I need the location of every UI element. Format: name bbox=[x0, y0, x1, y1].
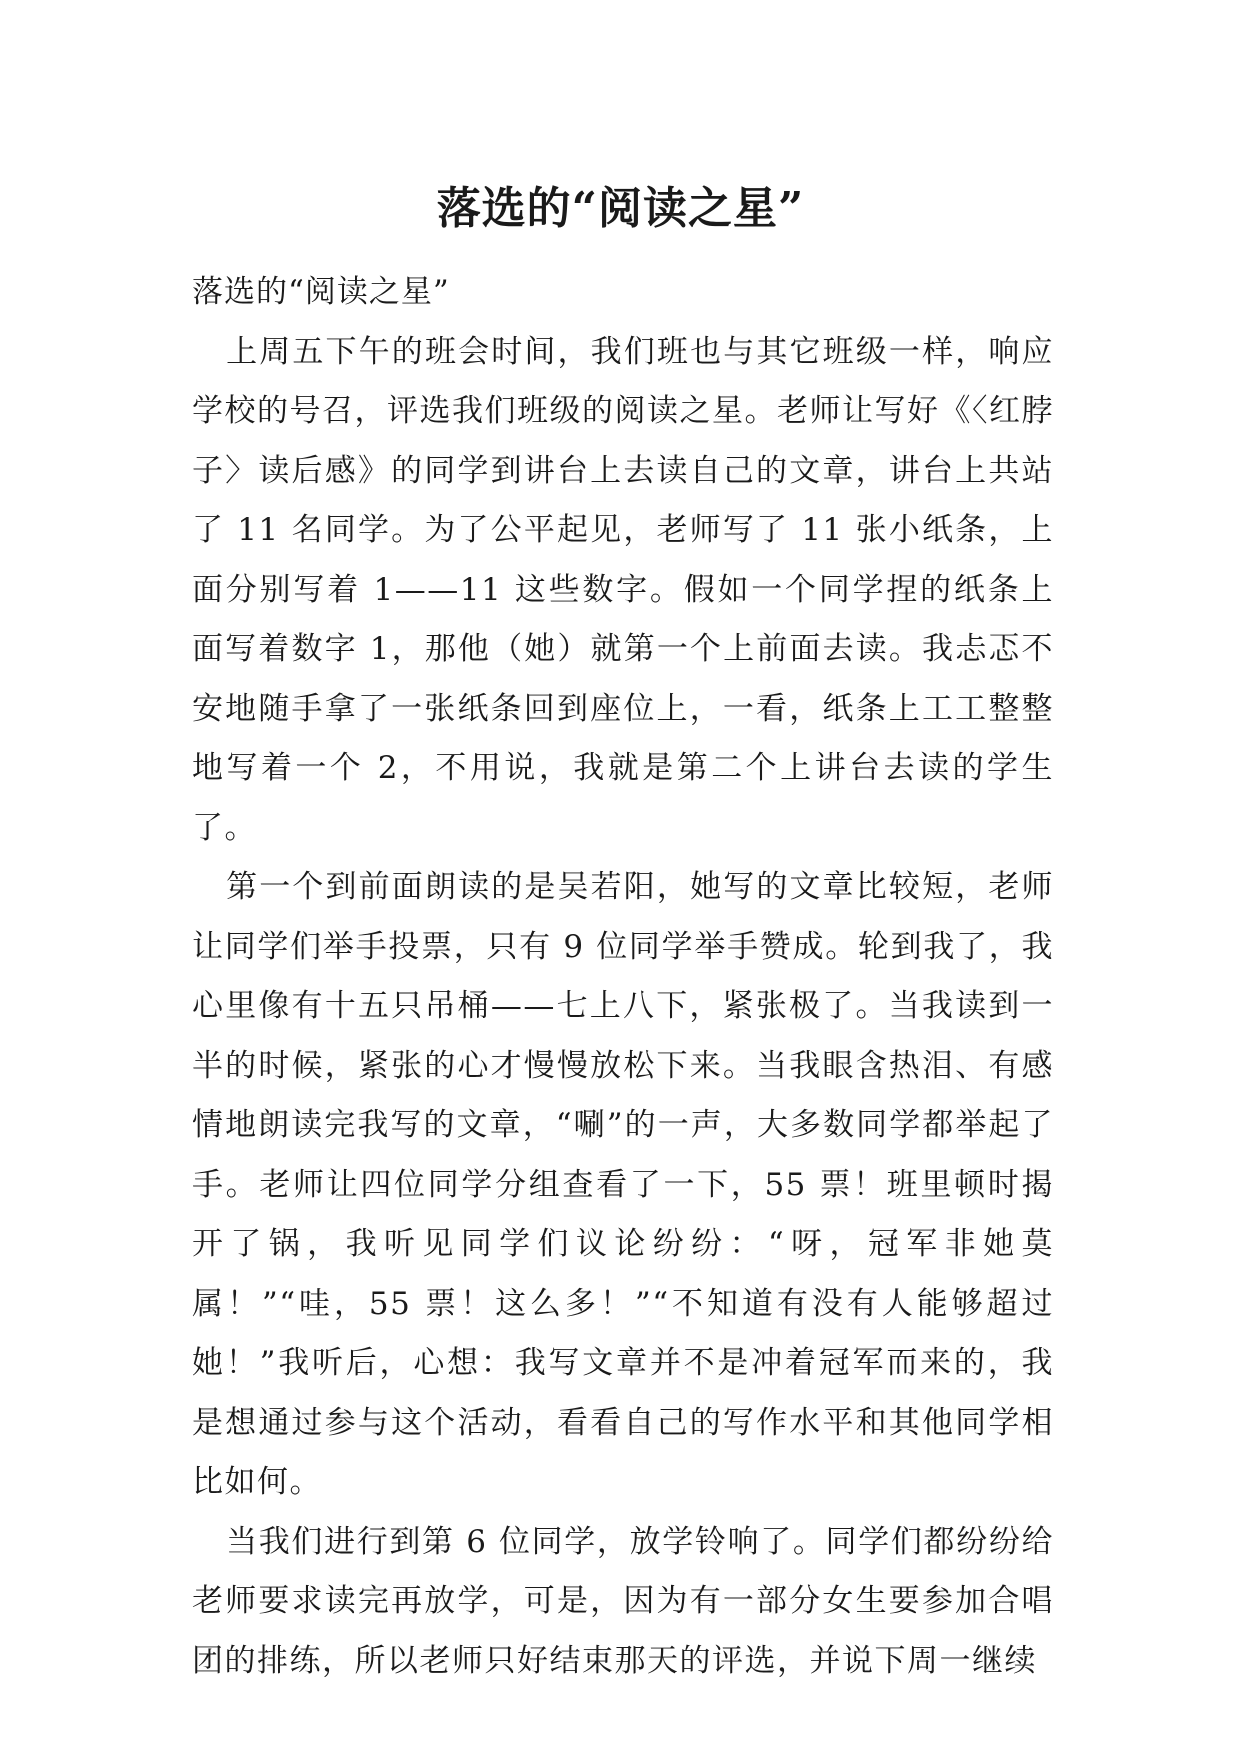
document-title: 落选的“阅读之星” bbox=[436, 183, 805, 235]
paragraph-1: 上周五下午的班会时间，我们班也与其它班级一样，响应学校的号召，评选我们班级的阅读之星。老师让写好《〈红脖子〉读后感》的同学到讲台上去读自己的文章，讲台上共站了 11 名同学。为了公平起见，老师写了 11 张小纸条，上面分别写着 1——11 这些数字。假如一个同学捏的纸条上面写着数字 1，那他（她）就第一个上前面去读。我忐忑不安地随手拿了一张纸条回到座位上，一看，纸条上工工整整地写着一个 2，不用说，我就是第二个上讲台去读的学生了。 bbox=[192, 333, 1054, 846]
paragraph-3: 当我们进行到第 6 位同学，放学铃响了。同学们都纷纷给老师要求读完再放学，可是，因为有一部分女生要参加合唱团的排练，所以老师只好结束那天的评选，并说下周一继续 bbox=[192, 1523, 1054, 1679]
document-subtitle: 落选的“阅读之星” bbox=[192, 274, 450, 310]
document-body bbox=[192, 263, 1054, 1691]
paragraph-2: 第一个到前面朗读的是吴若阳，她写的文章比较短，老师让同学们举手投票，只有 9 位同学举手赞成。轮到我了，我心里像有十五只吊桶——七上八下，紧张极了。当我读到一半的时候，紧张的心才慢慢放松下来。当我眼含热泪、有感情地朗读完我写的文章，“唰”的一声，大多数同学都举起了手。老师让四位同学分组查看了一下，55 票！班里顿时揭开了锅，我听见同学们议论纷纷：“呀，冠军非她莫属！”“哇，55 票！这么多！”“不知道有没有人能够超过她！”我听后，心想：我写文章并不是冲着冠军而来的，我是想通过参与这个活动，看看自己的写作水平和其他同学相比如何。 bbox=[192, 869, 1054, 1500]
